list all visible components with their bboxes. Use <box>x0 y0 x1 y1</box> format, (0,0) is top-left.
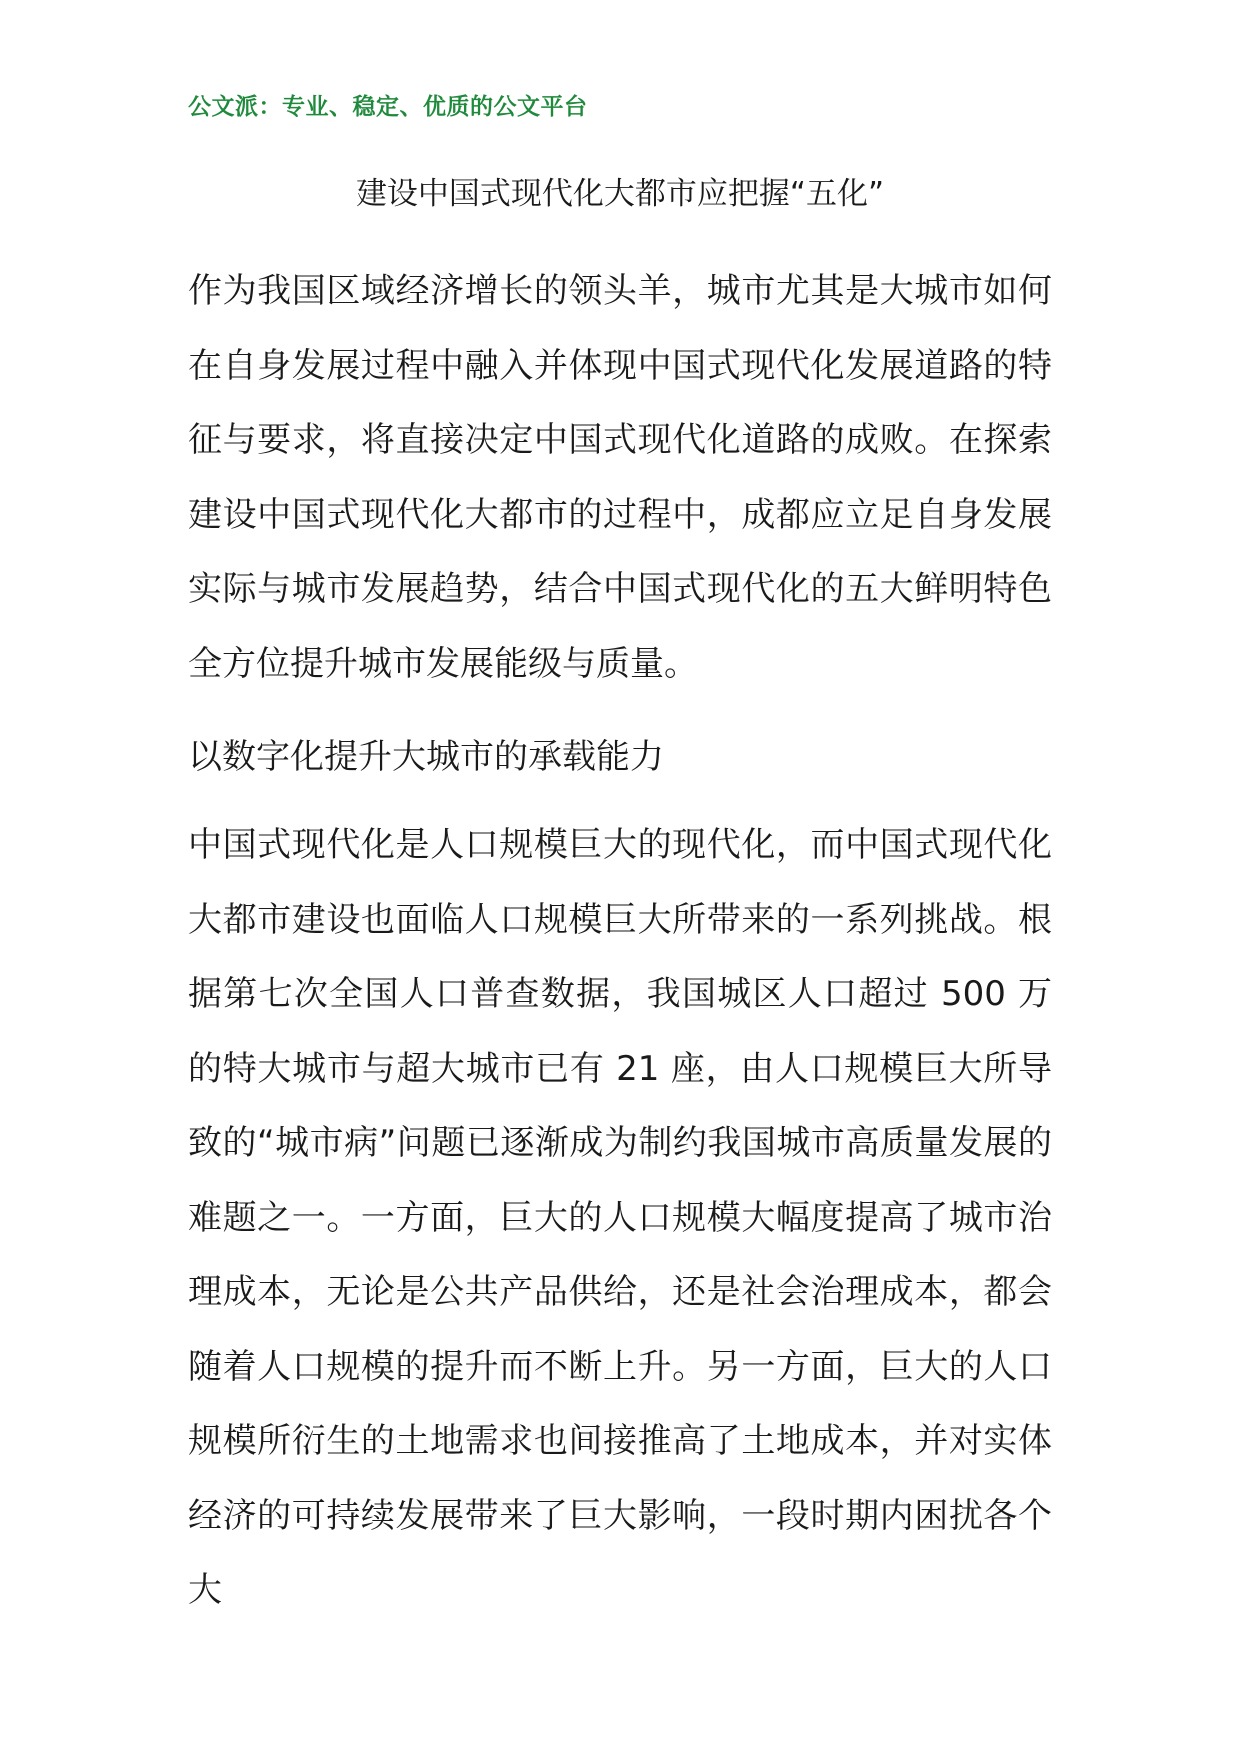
brand-header: 公文派：专业、稳定、优质的公文平台 <box>188 94 588 120</box>
paragraph-intro: 作为我国区域经济增长的领头羊，城市尤其是大城市如何在自身发展过程中融入并体现中国式现代化发展道路的特征与要求，将直接决定中国式现代化道路的成败。在探索建设中国式现代化大都市的过程中，成都应立足自身发展实际与城市发展趋势，结合中国式现代化的五大鲜明特色全方位提升城市发展能级与质量。 <box>188 271 1052 684</box>
document-title: 建设中国式现代化大都市应把握“五化” <box>355 176 885 212</box>
paragraph-section-1: 中国式现代化是人口规模巨大的现代化，而中国式现代化大都市建设也面临人口规模巨大所带来的一系列挑战。根据第七次全国人口普查数据，我国城区人口超过 500 万的特大城市与超大城市已有 21 座，由人口规模巨大所导致的“城市病”问题已逐渐成为制约我国城市高质量发展的难题之一。一方面，巨大的人口规模大幅度提高了城市治理成本，无论是公共产品供给，还是社会治理成本，都会随着人口规模的提升而不断上升。另一方面，巨大的人口规模所衍生的土地需求也间接推高了土地成本，并对实体经济的可持续发展带来了巨大影响，一段时期内困扰各个大 <box>188 825 1052 1610</box>
section-heading: 以数字化提升大城市的承载能力 <box>188 737 664 777</box>
